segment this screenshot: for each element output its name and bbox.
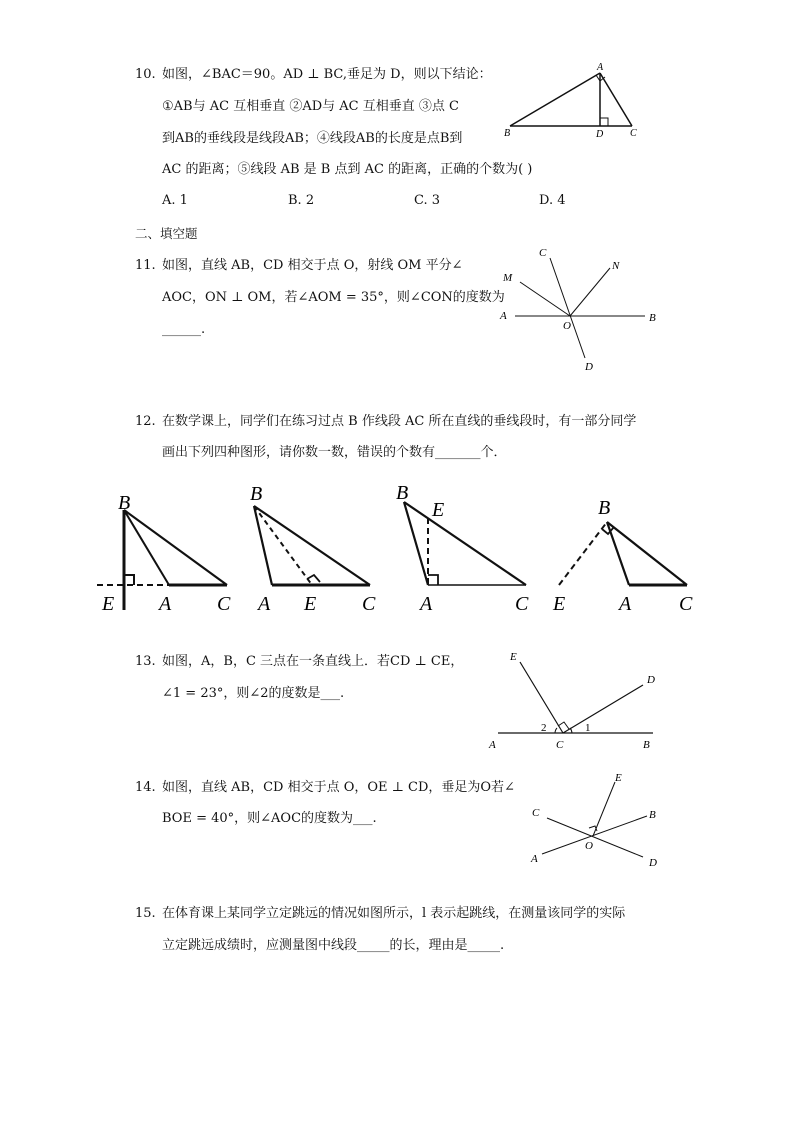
q12-figure-2 (240, 478, 390, 615)
q13-label-2: 2 (541, 722, 547, 734)
q12f4-label-e: E (553, 593, 566, 615)
q12f4-label-b: B (598, 497, 611, 519)
q12f3-label-c: C (515, 593, 529, 615)
q14-figure (525, 768, 670, 873)
q14-line-ab (542, 816, 647, 854)
q14-number: 14. (135, 780, 156, 795)
q13-angle1-arc (570, 728, 572, 733)
q13-label-e: E (510, 651, 517, 663)
q10-label-c: C (630, 128, 637, 139)
q12f1-label-e: E (102, 593, 115, 615)
q10-option-d: D. 4 (539, 193, 566, 208)
q15-line2: 立定跳远成绩时，应测量图中线段_____的长，理由是_____. (162, 938, 505, 953)
q10-line2: ①AB与 AC 互相垂直 ②AD与 AC 互相垂直 ③点 C (162, 99, 459, 114)
section-heading: 二、填空题 (135, 226, 198, 241)
q12f3-label-e: E (432, 499, 445, 521)
q11-label-o: O (563, 320, 571, 332)
q10-right-angle-d (600, 118, 608, 126)
q12f2-label-e: E (304, 593, 317, 615)
q14-line1: 如图，直线 AB，CD 相交于点 O，OE ⊥ CD，垂足为O若∠ (162, 780, 515, 795)
q11-figure (495, 240, 665, 375)
q14-line2: BOE = 40°，则∠AOC的度数为___. (162, 811, 377, 826)
q12-number: 12. (135, 414, 156, 429)
q11-line2: AOC，ON ⊥ OM，若∠AOM = 35°，则∠CON的度数为 (162, 290, 505, 305)
q13-label-a: A (489, 739, 496, 751)
q12f2-label-a: A (258, 593, 271, 615)
q12f1-label-a: A (159, 593, 172, 615)
q14-line-cd (547, 818, 643, 857)
q11-line3: ______. (162, 322, 206, 337)
q10-line-ab (510, 73, 600, 126)
q14-label-d: D (649, 857, 657, 869)
q14-label-b: B (649, 809, 656, 821)
q11-label-n: N (612, 260, 620, 272)
q12f4-label-c: C (679, 593, 693, 615)
q11-label-b: B (649, 312, 656, 324)
q12-figure-1 (92, 485, 242, 615)
q13-number: 13. (135, 654, 156, 669)
q12f1-line-ba (124, 510, 169, 585)
q10-option-b: B. 2 (288, 193, 315, 208)
q11-label-c: C (539, 247, 547, 259)
q10-line1: 如图，∠BAC＝90。AD ⊥ BC,垂足为 D，则以下结论： (162, 67, 492, 82)
q11-line1: 如图，直线 AB，CD 相交于点 O，射线 OM 平分∠ (162, 258, 463, 273)
q12-figure-3 (388, 478, 538, 615)
q12-line2: 画出下列四种图形，请你数一数，错误的个数有_______个． (162, 445, 507, 460)
q12f4-line-eb-dashed (559, 522, 607, 585)
q13-label-c: C (556, 739, 564, 751)
q12f2-label-c: C (362, 593, 376, 615)
q12f3-label-b: B (396, 482, 409, 504)
q12f3-right-angle (428, 575, 438, 585)
q12f1-line-bc (124, 510, 227, 585)
q14-label-o: O (585, 840, 593, 852)
q12f2-line-ba (254, 506, 272, 585)
q12-line1: 在数学课上，同学们在练习过点 B 作线段 AC 所在直线的垂线段时，有一部分同学 (162, 414, 637, 429)
q12f1-label-b: B (118, 492, 131, 514)
q10-option-c: C. 3 (414, 193, 441, 208)
q10-number: 10. (135, 67, 156, 82)
q10-label-d: D (596, 129, 604, 140)
q14-label-c: C (532, 807, 540, 819)
q10-figure (500, 58, 650, 143)
q11-label-m: M (503, 272, 513, 284)
q12f3-line-ba (404, 502, 428, 585)
q14-label-e: E (615, 772, 622, 784)
q15-line1: 在体育课上某同学立定跳远的情况如图所示，l 表示起跳线，在测量该同学的实际 (162, 906, 626, 921)
q13-line2: ∠1 = 23°，则∠2的度数是___. (162, 686, 345, 701)
q12-figure-4 (545, 485, 705, 615)
q11-line-cd (550, 258, 585, 358)
q11-ray-om (520, 282, 570, 316)
q13-label-d: D (647, 674, 655, 686)
q10-line4: AC 的距离；⑤线段 AB 是 B 点到 AC 的距离，正确的个数为( ) (162, 162, 533, 177)
q12f1-label-c: C (217, 593, 231, 615)
q12f2-label-b: B (250, 483, 263, 505)
q13-line1: 如图，A，B，C 三点在一条直线上．若CD ⊥ CE， (162, 654, 464, 669)
q10-line3: 到AB的垂线段是线段AB；④线段AB的长度是点B到 (162, 131, 463, 146)
q11-number: 11. (135, 258, 156, 273)
q12f2-line-bc (254, 506, 370, 585)
q15-number: 15. (135, 906, 156, 921)
q14-label-a: A (531, 853, 538, 865)
q12f4-label-a: A (619, 593, 632, 615)
q10-option-a: A. 1 (162, 193, 188, 208)
q12f3-label-a: A (420, 593, 433, 615)
q12f3-line-bc (404, 502, 526, 585)
q13-ray-cd (563, 685, 643, 733)
q11-label-a: A (500, 310, 507, 322)
q14-ray-oe (593, 782, 615, 836)
q13-label-1: 1 (585, 722, 591, 734)
q13-angle2-arc (555, 728, 557, 733)
q11-label-d: D (585, 361, 593, 373)
q13-label-b: B (643, 739, 650, 751)
q10-label-a: A (597, 62, 604, 73)
q13-figure (485, 645, 670, 755)
q11-ray-on (570, 268, 610, 316)
q10-label-b: B (504, 128, 511, 139)
